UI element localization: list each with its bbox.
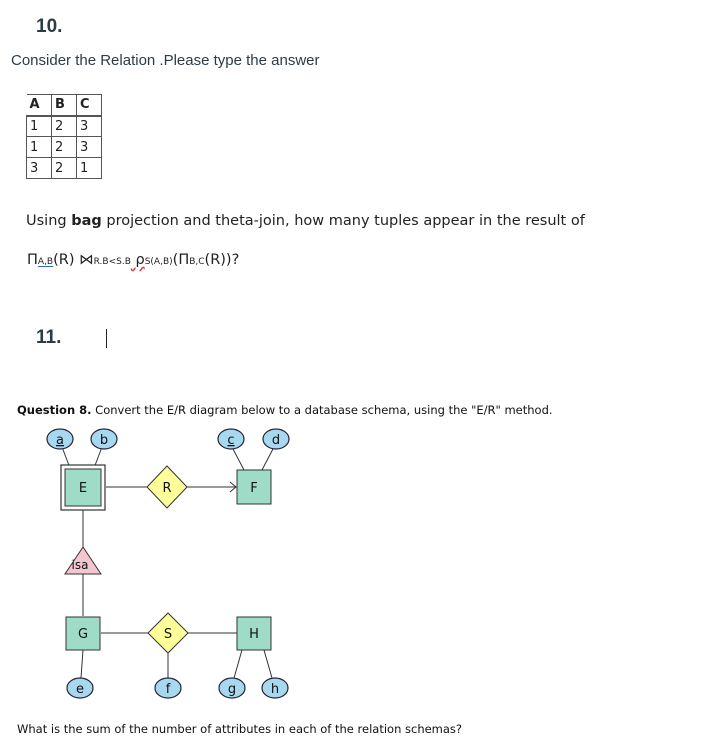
attribute-label: e: [76, 682, 84, 697]
entity-label: E: [78, 481, 88, 496]
entity-label: G: [77, 627, 89, 642]
theta-join-symbol: ⋈: [79, 252, 94, 268]
table-cell: 3: [27, 158, 52, 179]
rename-symbol: ρ: [130, 252, 145, 268]
isa-label: isa: [71, 558, 89, 572]
table-cell: 2: [52, 158, 77, 179]
connector-line: [232, 447, 244, 470]
question-10-intro: Consider the Relation .Please type the answer: [11, 52, 320, 69]
table-cell: 2: [52, 137, 77, 158]
table-cell: 1: [77, 158, 102, 179]
question-text-end: projection and theta-join, how many tuples appear in the result of: [101, 213, 585, 229]
projection-subscript: B,C: [189, 257, 205, 267]
attribute-label: a: [56, 433, 64, 448]
rename-subscript: S(A,B): [144, 257, 173, 267]
question-text-start: Using: [26, 213, 72, 229]
attribute-label: g: [227, 682, 237, 697]
question-text-bold: bag: [71, 213, 102, 229]
question-8-text: Convert the E/R diagram below to a database schema, using the "E/R" method.: [91, 403, 553, 417]
entity-label: F: [250, 481, 258, 496]
table-cell: 1: [27, 116, 52, 137]
relationship-label: R: [162, 481, 172, 496]
projection-symbol: Π: [27, 252, 38, 268]
table-cell: 3: [77, 137, 102, 158]
relation-header-b: B: [52, 95, 77, 116]
connector-line: [234, 650, 242, 678]
table-cell: 3: [77, 116, 102, 137]
attribute-label: b: [99, 433, 109, 448]
join-condition: R.B<S.B: [93, 257, 131, 267]
relation-header-a: A: [27, 95, 52, 116]
connector-line: [81, 650, 83, 678]
question-8-label: Question 8.: [17, 403, 92, 417]
connector-line: [264, 650, 272, 678]
attribute-label: c: [227, 433, 235, 448]
relation-operand: (R): [53, 252, 80, 268]
connector-line: [262, 447, 274, 470]
entity-label: H: [249, 627, 259, 642]
table-cell: 1: [27, 137, 52, 158]
question-8-footer: What is the sum of the number of attributes in each of the relation schemas?: [17, 722, 463, 736]
relation-operand: (R))?: [204, 252, 240, 268]
projection-symbol: Π: [178, 252, 190, 268]
attribute-label: h: [270, 682, 280, 697]
question-11-number: 11.: [36, 327, 62, 348]
question-10-number: 10.: [36, 16, 63, 37]
attribute-label: f: [165, 682, 171, 697]
relation-header-c: C: [77, 95, 102, 116]
open-paren: (: [172, 252, 179, 268]
table-cell: 2: [52, 116, 77, 137]
relationship-label: S: [163, 627, 173, 642]
projection-subscript: A,B: [37, 257, 54, 267]
attribute-label: d: [271, 433, 281, 448]
